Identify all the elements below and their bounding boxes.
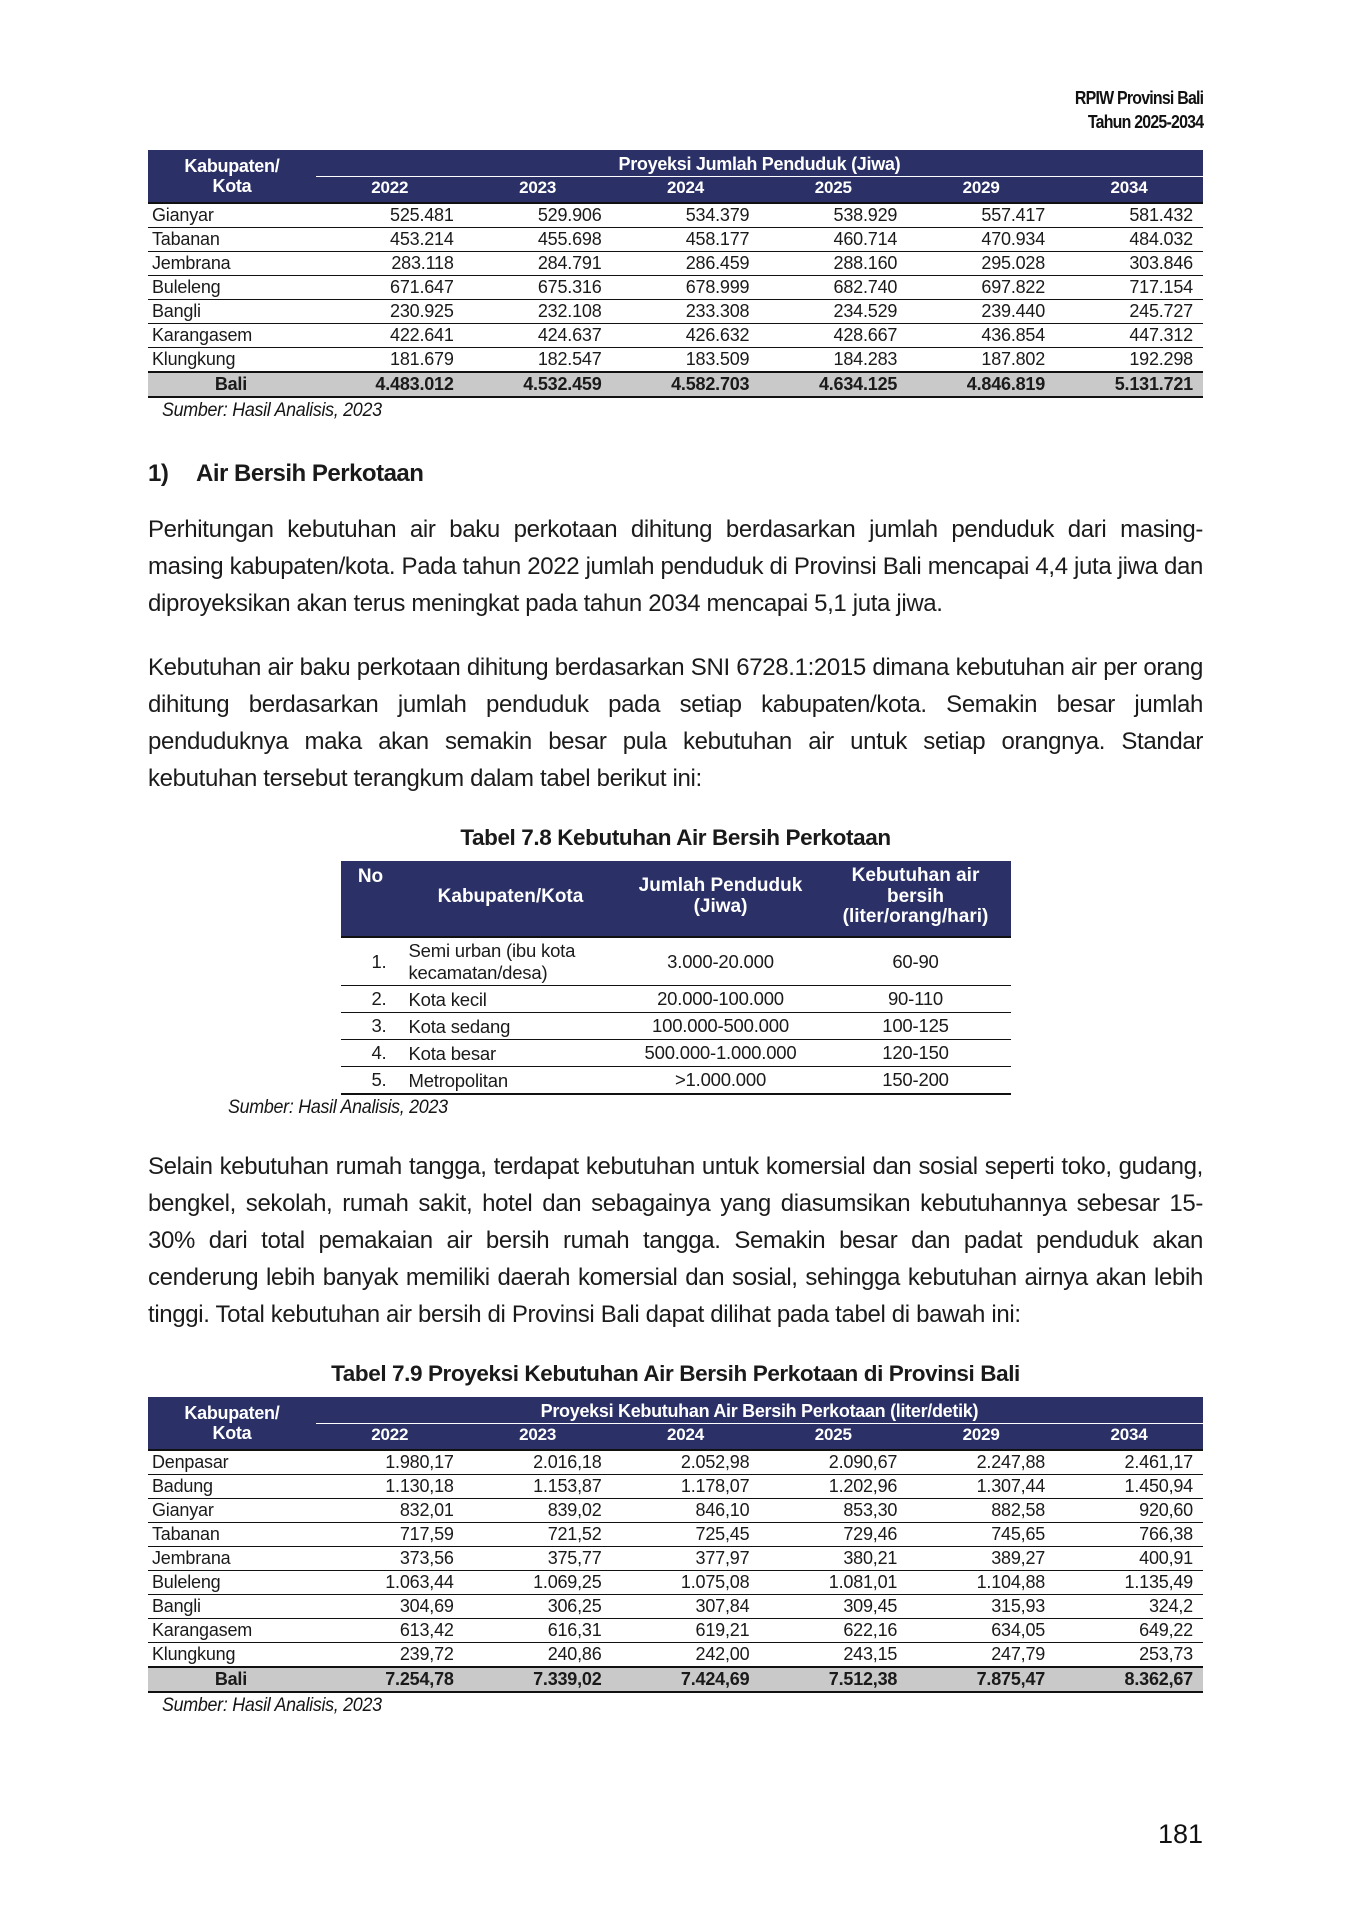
table-row — [148, 300, 1203, 324]
cell-value: 729,46 — [759, 1523, 907, 1547]
cell-value: 2.461,17 — [1055, 1450, 1203, 1475]
header-year-2029: 2029 — [907, 1424, 1055, 1451]
row-label: Jembrana — [148, 252, 316, 276]
cell-value: 380,21 — [759, 1547, 907, 1571]
water-demand-standard-table — [341, 861, 1011, 1096]
row-category: Metropolitan — [401, 1067, 621, 1095]
cell-value: 453.214 — [316, 228, 464, 252]
section-title: Air Bersih Perkotaan — [196, 460, 424, 487]
cell-value: 619,21 — [612, 1619, 760, 1643]
header-kebutuhan-air — [821, 861, 1011, 938]
cell-value: 389,27 — [907, 1547, 1055, 1571]
row-number: 2. — [341, 986, 401, 1013]
row-category: Kota sedang — [401, 1013, 621, 1040]
cell-value: 247,79 — [907, 1643, 1055, 1668]
cell-value: 622,16 — [759, 1619, 907, 1643]
cell-value: 309,45 — [759, 1595, 907, 1619]
cell-value: 373,56 — [316, 1547, 464, 1571]
cell-value: 283.118 — [316, 252, 464, 276]
header-line-kota: Kota — [212, 1423, 252, 1444]
cell-value: 745,65 — [907, 1523, 1055, 1547]
total-value: 5.131.721 — [1055, 372, 1203, 397]
header-kabupaten-kota — [148, 150, 316, 203]
cell-demand: 90-110 — [821, 986, 1011, 1013]
cell-value: 303.846 — [1055, 252, 1203, 276]
cell-value: 295.028 — [907, 252, 1055, 276]
cell-value: 682.740 — [759, 276, 907, 300]
cell-value: 306,25 — [464, 1595, 612, 1619]
cell-value: 557.417 — [907, 203, 1055, 228]
header-kebutuhan-line2: (liter/orang/hari) — [842, 906, 989, 928]
cell-demand: 60-90 — [821, 937, 1011, 985]
water-demand-projection-table — [148, 1397, 1203, 1693]
row-label: Gianyar — [148, 1499, 316, 1523]
table-78-wrapper — [341, 861, 1011, 1096]
cell-value: 288.160 — [759, 252, 907, 276]
table-row — [341, 1013, 1011, 1040]
cell-value: 458.177 — [612, 228, 760, 252]
cell-value: 1.063,44 — [316, 1571, 464, 1595]
table-row — [148, 348, 1203, 373]
header-year-2024: 2024 — [612, 177, 760, 204]
cell-demand: 150-200 — [821, 1067, 1011, 1095]
row-number: 5. — [341, 1067, 401, 1095]
total-value: 4.483.012 — [316, 372, 464, 397]
cell-population: 500.000-1.000.000 — [621, 1040, 821, 1067]
table-row — [148, 276, 1203, 300]
table-row — [148, 203, 1203, 228]
table-row — [341, 937, 1011, 985]
table-row — [341, 1067, 1011, 1095]
page-number: 181 — [1157, 1819, 1203, 1849]
header-year-2023: 2023 — [464, 177, 612, 204]
row-category: Kota besar — [401, 1040, 621, 1067]
cell-population: 3.000-20.000 — [621, 937, 821, 985]
table-row — [148, 1595, 1203, 1619]
table-row — [341, 986, 1011, 1013]
cell-value: 375,77 — [464, 1547, 612, 1571]
cell-value: 422.641 — [316, 324, 464, 348]
header-no: No — [341, 861, 401, 938]
row-label: Jembrana — [148, 1547, 316, 1571]
header-jumlah-line2: (Jiwa) — [693, 896, 748, 917]
cell-value: 717.154 — [1055, 276, 1203, 300]
cell-value: 470.934 — [907, 228, 1055, 252]
table-total-row — [148, 1667, 1203, 1692]
paragraph-2: Kebutuhan air baku perkotaan dihitung berdasarkan SNI 6728.1:2015 dimana kebutuhan air per orang dihitung berdasarkan jumlah penduduk pada setiap kabupaten/kota. Semakin besar jumlah penduduknya maka akan semakin besar pula kebutuhan air untuk setiap orangnya. Standar kebutuhan tersebut terangkum dalam tabel berikut ini: — [148, 653, 1203, 792]
total-label: Bali — [148, 372, 316, 397]
header-kebutuhan-line1: Kebutuhan air bersih — [851, 864, 980, 907]
header-year-2029: 2029 — [907, 177, 1055, 204]
cell-value: 1.069,25 — [464, 1571, 612, 1595]
header-jumlah-penduduk — [621, 861, 821, 938]
cell-value: 400,91 — [1055, 1547, 1203, 1571]
table-row — [148, 324, 1203, 348]
cell-value: 243,15 — [759, 1643, 907, 1668]
cell-value: 436.854 — [907, 324, 1055, 348]
header-year-2024: 2024 — [612, 1424, 760, 1451]
cell-value: 455.698 — [464, 228, 612, 252]
row-label: Bangli — [148, 300, 316, 324]
total-value: 4.532.459 — [464, 372, 612, 397]
row-label: Karangasem — [148, 324, 316, 348]
paragraph-1: Perhitungan kebutuhan air baku perkotaan dihitung berdasarkan jumlah penduduk dari masing-masing kabupaten/kota. Pada tahun 2022 jumlah penduduk di Provinsi Bali mencapai 4,4 juta jiwa dan diproyeksikan akan terus meningkat pada tahun 2034 mencapai 5,1 juta jiwa. — [148, 516, 1203, 617]
table-row — [148, 1643, 1203, 1668]
cell-value: 846,10 — [612, 1499, 760, 1523]
cell-value: 581.432 — [1055, 203, 1203, 228]
cell-value: 377,97 — [612, 1547, 760, 1571]
cell-value: 2.247,88 — [907, 1450, 1055, 1475]
cell-value: 1.202,96 — [759, 1475, 907, 1499]
header-line-kabupaten: Kabupaten/ — [184, 155, 280, 176]
section-heading — [148, 460, 1203, 488]
total-value: 7.424,69 — [612, 1667, 760, 1692]
cell-value: 426.632 — [612, 324, 760, 348]
cell-demand: 100-125 — [821, 1013, 1011, 1040]
total-label: Bali — [148, 1667, 316, 1692]
header-year-2025: 2025 — [759, 177, 907, 204]
row-category: Semi urban (ibu kota kecamatan/desa) — [401, 937, 621, 985]
cell-value: 304,69 — [316, 1595, 464, 1619]
cell-value: 286.459 — [612, 252, 760, 276]
cell-value: 183.509 — [612, 348, 760, 373]
cell-value: 671.647 — [316, 276, 464, 300]
cell-value: 832,01 — [316, 1499, 464, 1523]
cell-value: 324,2 — [1055, 1595, 1203, 1619]
cell-value: 428.667 — [759, 324, 907, 348]
cell-value: 447.312 — [1055, 324, 1203, 348]
cell-value: 766,38 — [1055, 1523, 1203, 1547]
header-year-2022: 2022 — [316, 1424, 464, 1451]
cell-value: 1.104,88 — [907, 1571, 1055, 1595]
row-label: Gianyar — [148, 203, 316, 228]
row-number: 1. — [341, 937, 401, 985]
cell-value: 284.791 — [464, 252, 612, 276]
cell-value: 853,30 — [759, 1499, 907, 1523]
row-category: Kota kecil — [401, 986, 621, 1013]
cell-value: 1.307,44 — [907, 1475, 1055, 1499]
cell-population: 100.000-500.000 — [621, 1013, 821, 1040]
row-label: Tabanan — [148, 1523, 316, 1547]
row-number: 4. — [341, 1040, 401, 1067]
cell-value: 182.547 — [464, 348, 612, 373]
cell-value: 717,59 — [316, 1523, 464, 1547]
row-number: 3. — [341, 1013, 401, 1040]
cell-value: 649,22 — [1055, 1619, 1203, 1643]
total-value: 8.362,67 — [1055, 1667, 1203, 1692]
cell-value: 232.108 — [464, 300, 612, 324]
row-label: Karangasem — [148, 1619, 316, 1643]
cell-value: 424.637 — [464, 324, 612, 348]
header-line-kota: Kota — [212, 176, 252, 196]
header-year-2022: 2022 — [316, 177, 464, 204]
total-value: 4.582.703 — [612, 372, 760, 397]
source-note-population: Sumber: Hasil Analisis, 2023 — [162, 400, 382, 421]
source-note-table-79: Sumber: Hasil Analisis, 2023 — [162, 1695, 382, 1717]
cell-population: >1.000.000 — [621, 1067, 821, 1095]
header-year-2034: 2034 — [1055, 177, 1203, 204]
row-label: Klungkung — [148, 348, 316, 373]
cell-value: 1.450,94 — [1055, 1475, 1203, 1499]
table-header-row — [148, 150, 1203, 177]
header-year-2034: 2034 — [1055, 1424, 1203, 1451]
cell-value: 233.308 — [612, 300, 760, 324]
cell-value: 634,05 — [907, 1619, 1055, 1643]
header-span-proyeksi-kebutuhan: Proyeksi Kebutuhan Air Bersih Perkotaan (liter/detik) — [316, 1397, 1203, 1424]
running-header — [1054, 86, 1203, 135]
total-value: 7.875,47 — [907, 1667, 1055, 1692]
cell-value: 1.178,07 — [612, 1475, 760, 1499]
paragraph-3: Selain kebutuhan rumah tangga, terdapat kebutuhan untuk komersial dan sosial seperti toko, gudang, bengkel, sekolah, rumah sakit, hotel dan sebagainya yang diasumsikan kebutuhannya sebesar 15-30% dari total pemakaian air bersih rumah tangga. Semakin besar dan padat penduduk akan cenderung lebih banyak memiliki daerah komersial dan sosial, sehingga kebutuhan airnya akan lebih tinggi. Total kebutuhan air bersih di Provinsi Bali dapat dilihat pada tabel di bawah ini: — [148, 1153, 1203, 1329]
row-label: Badung — [148, 1475, 316, 1499]
cell-value: 2.016,18 — [464, 1450, 612, 1475]
header-line-2: Tahun 2025-2034 — [1087, 111, 1203, 133]
table-row — [148, 1619, 1203, 1643]
row-label: Buleleng — [148, 1571, 316, 1595]
cell-value: 253,73 — [1055, 1643, 1203, 1668]
cell-value: 242,00 — [612, 1643, 760, 1668]
cell-value: 613,42 — [316, 1619, 464, 1643]
table-row — [148, 252, 1203, 276]
cell-value: 525.481 — [316, 203, 464, 228]
table-row — [148, 1499, 1203, 1523]
cell-value: 307,84 — [612, 1595, 760, 1619]
cell-value: 181.679 — [316, 348, 464, 373]
table-header-row — [148, 1397, 1203, 1424]
row-label: Klungkung — [148, 1643, 316, 1668]
section-number: 1) — [148, 460, 169, 487]
total-value: 7.254,78 — [316, 1667, 464, 1692]
cell-value: 882,58 — [907, 1499, 1055, 1523]
cell-value: 920,60 — [1055, 1499, 1203, 1523]
table-header-row — [341, 861, 1011, 938]
table-row — [148, 1523, 1203, 1547]
cell-value: 234.529 — [759, 300, 907, 324]
cell-value: 1.130,18 — [316, 1475, 464, 1499]
cell-value: 192.298 — [1055, 348, 1203, 373]
cell-value: 230.925 — [316, 300, 464, 324]
cell-value: 239,72 — [316, 1643, 464, 1668]
cell-value: 187.802 — [907, 348, 1055, 373]
table-79-caption: Tabel 7.9 Proyeksi Kebutuhan Air Bersih Perkotaan di Provinsi Bali — [331, 1361, 1020, 1387]
cell-value: 534.379 — [612, 203, 760, 228]
cell-value: 697.822 — [907, 276, 1055, 300]
cell-value: 2.090,67 — [759, 1450, 907, 1475]
cell-value: 245.727 — [1055, 300, 1203, 324]
cell-value: 1.153,87 — [464, 1475, 612, 1499]
table-row — [148, 1475, 1203, 1499]
cell-value: 484.032 — [1055, 228, 1203, 252]
cell-value: 839,02 — [464, 1499, 612, 1523]
row-label: Tabanan — [148, 228, 316, 252]
cell-value: 1.135,49 — [1055, 1571, 1203, 1595]
table-total-row — [148, 372, 1203, 397]
header-year-2023: 2023 — [464, 1424, 612, 1451]
table-78-caption: Tabel 7.8 Kebutuhan Air Bersih Perkotaan — [460, 824, 891, 850]
header-line-1: RPIW Provinsi Bali — [1074, 87, 1203, 108]
total-value: 7.339,02 — [464, 1667, 612, 1692]
source-note-table-78: Sumber: Hasil Analisis, 2023 — [228, 1097, 448, 1119]
total-value: 4.634.125 — [759, 372, 907, 397]
cell-population: 20.000-100.000 — [621, 986, 821, 1013]
cell-value: 675.316 — [464, 276, 612, 300]
table-row — [148, 1450, 1203, 1475]
cell-value: 616,31 — [464, 1619, 612, 1643]
row-label: Denpasar — [148, 1450, 316, 1475]
cell-value: 721,52 — [464, 1523, 612, 1547]
header-span-proyeksi: Proyeksi Jumlah Penduduk (Jiwa) — [316, 150, 1203, 177]
cell-value: 1.075,08 — [612, 1571, 760, 1595]
table-row — [341, 1040, 1011, 1067]
cell-value: 184.283 — [759, 348, 907, 373]
total-value: 4.846.819 — [907, 372, 1055, 397]
row-label: Bangli — [148, 1595, 316, 1619]
cell-value: 529.906 — [464, 203, 612, 228]
table-row — [148, 1571, 1203, 1595]
cell-value: 678.999 — [612, 276, 760, 300]
cell-value: 460.714 — [759, 228, 907, 252]
cell-value: 239.440 — [907, 300, 1055, 324]
table-row — [148, 1547, 1203, 1571]
header-kabupaten-kota — [148, 1397, 316, 1450]
page-content — [148, 150, 1203, 1717]
table-row — [148, 228, 1203, 252]
cell-value: 538.929 — [759, 203, 907, 228]
total-value: 7.512,38 — [759, 1667, 907, 1692]
cell-value: 1.081,01 — [759, 1571, 907, 1595]
cell-value: 315,93 — [907, 1595, 1055, 1619]
cell-value: 1.980,17 — [316, 1450, 464, 1475]
cell-value: 725,45 — [612, 1523, 760, 1547]
header-year-2025: 2025 — [759, 1424, 907, 1451]
header-kabupaten-kota: Kabupaten/Kota — [401, 861, 621, 938]
header-line-kabupaten: Kabupaten/ — [184, 1402, 280, 1423]
cell-demand: 120-150 — [821, 1040, 1011, 1067]
cell-value: 240,86 — [464, 1643, 612, 1668]
population-projection-table — [148, 150, 1203, 398]
header-jumlah-line1: Jumlah Penduduk — [638, 875, 803, 897]
row-label: Buleleng — [148, 276, 316, 300]
cell-value: 2.052,98 — [612, 1450, 760, 1475]
